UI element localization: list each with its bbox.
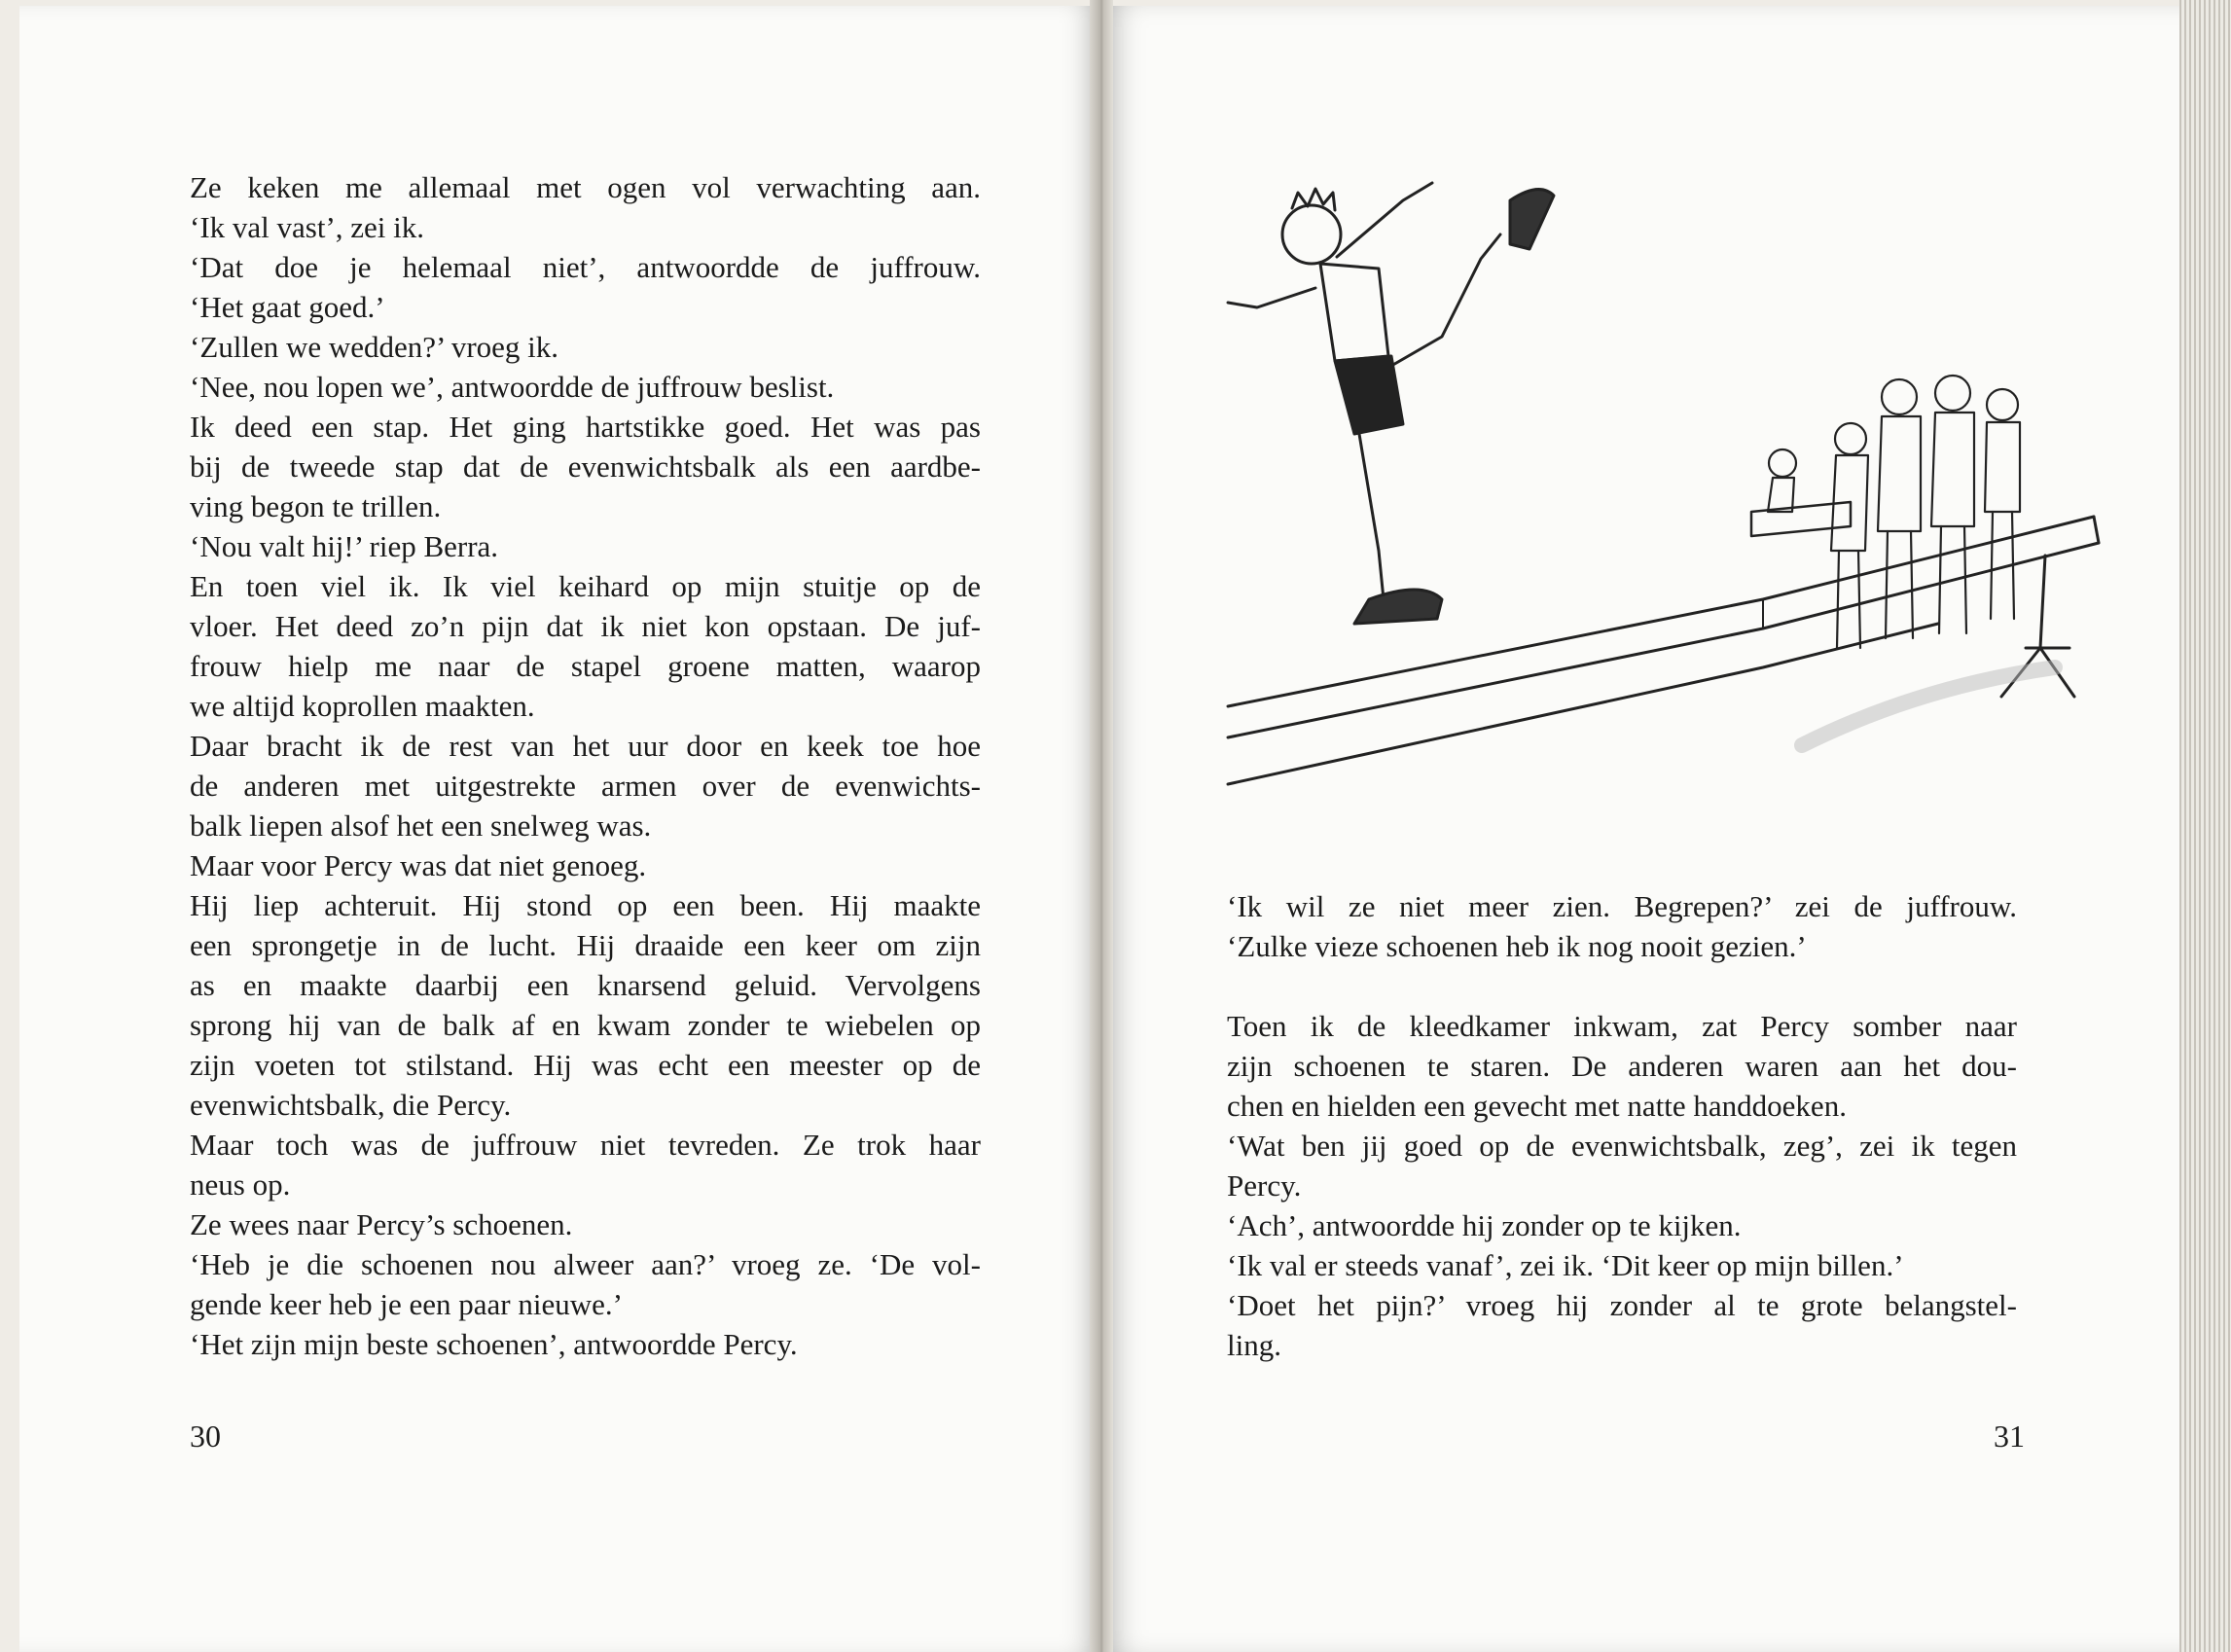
text-line: vloer. Het deed zo’n pijn dat ik niet kon opstaan. De juf- xyxy=(190,609,981,643)
text-line: chen en hielden een gevecht met natte handdoeken. xyxy=(1227,1089,1847,1123)
text-line: gende keer heb je een paar nieuwe.’ xyxy=(190,1287,623,1321)
balance-beam-illustration xyxy=(1218,142,2172,843)
text-line: Ze wees naar Percy’s schoenen. xyxy=(190,1207,573,1241)
text-line: bij de tweede stap dat de evenwichtsbalk als een aardbe- xyxy=(190,449,981,484)
text-line: de anderen met uitgestrekte armen over de evenwichts- xyxy=(190,769,981,803)
text-line: ‘Nou valt hij!’ riep Berra. xyxy=(190,529,499,563)
text-line: ving begon te trillen. xyxy=(190,489,442,523)
right-page xyxy=(1101,6,2179,1652)
left-page xyxy=(19,6,1098,1652)
text-line: ‘Het zijn mijn beste schoenen’, antwoordde Percy. xyxy=(190,1327,798,1361)
text-line: ‘Heb je die schoenen nou alweer aan?’ vroeg ze. ‘De vol- xyxy=(190,1247,981,1281)
text-line: Percy. xyxy=(1227,1168,1302,1203)
text-line: Hij liep achteruit. Hij stond op een been. Hij maakte xyxy=(190,888,981,922)
text-line: Ze keken me allemaal met ogen vol verwachting aan. xyxy=(190,170,981,204)
text-line: En toen viel ik. Ik viel keihard op mijn stuitje op de xyxy=(190,569,981,603)
text-line: Ik deed een stap. Het ging hartstikke goed. Het was pas xyxy=(190,410,981,444)
text-line: zijn voeten tot stilstand. Hij was echt een meester op de xyxy=(190,1048,981,1082)
left-page-number: 30 xyxy=(190,1419,221,1454)
text-line: as en maakte daarbij een knarsend geluid. Vervolgens xyxy=(190,968,981,1002)
text-line: Daar bracht ik de rest van het uur door en keek toe hoe xyxy=(190,729,981,763)
text-line: Maar voor Percy was dat niet genoeg. xyxy=(190,848,647,882)
text-line: ‘Dat doe je helemaal niet’, antwoordde de juffrouw. xyxy=(190,250,981,284)
text-line: een sprongetje in de lucht. Hij draaide een keer om zijn xyxy=(190,928,981,962)
text-line: zijn schoenen te staren. De anderen waren aan het dou- xyxy=(1227,1049,2017,1083)
text-line: ‘Wat ben jij goed op de evenwichtsbalk, zeg’, zei ik tegen xyxy=(1227,1129,2017,1163)
text-line: ‘Doet het pijn?’ vroeg hij zonder al te grote belangstel- xyxy=(1227,1288,2017,1322)
right-page-number: 31 xyxy=(1994,1419,2025,1454)
text-line: ‘Nee, nou lopen we’, antwoordde de juffrouw beslist. xyxy=(190,370,835,404)
text-line: neus op. xyxy=(190,1167,291,1202)
text-line: we altijd koprollen maakten. xyxy=(190,689,535,723)
text-line: ‘Zulke vieze schoenen heb ik nog nooit gezien.’ xyxy=(1227,929,1807,963)
text-line: ling. xyxy=(1227,1328,1281,1362)
right-page-text xyxy=(1227,886,2017,1365)
page-edges-stack xyxy=(2179,0,2231,1652)
text-line: balk liepen alsof het een snelweg was. xyxy=(190,808,652,843)
text-line: ‘Ik val vast’, zei ik. xyxy=(190,210,425,244)
book-gutter xyxy=(1090,0,1113,1652)
text-line: ‘Ik val er steeds vanaf’, zei ik. ‘Dit keer op mijn billen.’ xyxy=(1227,1248,1904,1282)
left-page-text xyxy=(190,167,981,1364)
text-line: frouw hielp me naar de stapel groene matten, waarop xyxy=(190,649,981,683)
text-line: ‘Het gaat goed.’ xyxy=(190,290,385,324)
text-line: ‘Zullen we wedden?’ vroeg ik. xyxy=(190,330,559,364)
text-line: Maar toch was de juffrouw niet tevreden. Ze trok haar xyxy=(190,1128,981,1162)
text-line: ‘Ik wil ze niet meer zien. Begrepen?’ zei de juffrouw. xyxy=(1227,889,2017,923)
text-line: Toen ik de kleedkamer inkwam, zat Percy somber naar xyxy=(1227,1009,2017,1043)
text-line: evenwichtsbalk, die Percy. xyxy=(190,1088,512,1122)
text-line: ‘Ach’, antwoordde hij zonder op te kijken. xyxy=(1227,1208,1742,1242)
text-line: sprong hij van de balk af en kwam zonder te wiebelen op xyxy=(190,1008,981,1042)
text-line xyxy=(1227,966,2017,1006)
